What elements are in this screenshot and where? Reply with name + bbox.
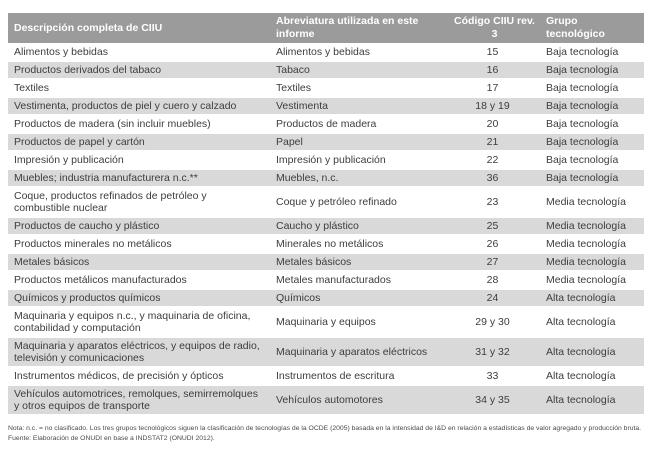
- col-header-descripcion-completa: Descripción completa de CIIU: [8, 13, 270, 44]
- cell-desc: Productos derivados del tabaco: [8, 61, 270, 79]
- cell-abbr: Muebles, n.c.: [270, 169, 445, 187]
- table-row: [8, 44, 644, 62]
- cell-code: 16: [445, 61, 540, 79]
- cell-abbr: Textiles: [270, 79, 445, 97]
- table-row: [8, 253, 644, 271]
- cell-abbr: Maquinaria y aparatos eléctricos: [270, 337, 445, 367]
- cell-desc: Productos minerales no metálicos: [8, 235, 270, 253]
- cell-group: Baja tecnología: [540, 115, 644, 133]
- cell-abbr: Instrumentos de escritura: [270, 367, 445, 385]
- cell-desc: Maquinaria y aparatos eléctricos, y equipos de radio, televisión y comunicaciones: [8, 337, 270, 367]
- cell-group: Alta tecnología: [540, 289, 644, 307]
- table-row: [8, 307, 644, 337]
- cell-desc: Productos de madera (sin incluir muebles): [8, 115, 270, 133]
- table-row: [8, 385, 644, 415]
- cell-abbr: Minerales no metálicos: [270, 235, 445, 253]
- cell-code: 23: [445, 187, 540, 217]
- cell-group: Baja tecnología: [540, 44, 644, 62]
- table-row: [8, 337, 644, 367]
- cell-desc: Productos de caucho y plástico: [8, 217, 270, 235]
- cell-code: 36: [445, 169, 540, 187]
- table-row: [8, 115, 644, 133]
- cell-desc: Metales básicos: [8, 253, 270, 271]
- cell-abbr: Metales manufacturados: [270, 271, 445, 289]
- cell-desc: Coque, productos refinados de petróleo y combustible nuclear: [8, 187, 270, 217]
- col-header-grupo-tecnologico: Grupo tecnológico: [540, 13, 644, 44]
- header-row: [8, 13, 644, 44]
- cell-code: 27: [445, 253, 540, 271]
- cell-group: Baja tecnología: [540, 97, 644, 115]
- cell-abbr: Papel: [270, 133, 445, 151]
- cell-group: Baja tecnología: [540, 61, 644, 79]
- cell-abbr: Productos de madera: [270, 115, 445, 133]
- cell-group: Media tecnología: [540, 235, 644, 253]
- table-body: [8, 44, 644, 416]
- cell-code: 22: [445, 151, 540, 169]
- cell-code: 20: [445, 115, 540, 133]
- cell-group: Alta tecnología: [540, 307, 644, 337]
- cell-abbr: Coque y petróleo refinado: [270, 187, 445, 217]
- note-text: Nota: n.c. = no clasificado. Los tres grupos tecnológicos siguen la clasificación de tecnologías de la OCDE (2005) basada en la intensidad de I&D en relación a estadísticas de valor agregado y producción bruta.: [8, 425, 642, 432]
- cell-desc: Instrumentos médicos, de precisión y ópticos: [8, 367, 270, 385]
- cell-abbr: Impresión y publicación: [270, 151, 445, 169]
- cell-group: Baja tecnología: [540, 79, 644, 97]
- cell-abbr: Tabaco: [270, 61, 445, 79]
- table-row: [8, 97, 644, 115]
- table-row: [8, 151, 644, 169]
- cell-desc: Productos de papel y cartón: [8, 133, 270, 151]
- table-row: [8, 367, 644, 385]
- cell-abbr: Químicos: [270, 289, 445, 307]
- cell-desc: Vestimenta, productos de piel y cuero y calzado: [8, 97, 270, 115]
- cell-code: 29 y 30: [445, 307, 540, 337]
- table-row: [8, 79, 644, 97]
- cell-code: 28: [445, 271, 540, 289]
- cell-abbr: Vehículos automotores: [270, 385, 445, 415]
- cell-code: 24: [445, 289, 540, 307]
- cell-group: Alta tecnología: [540, 337, 644, 367]
- table-row: [8, 235, 644, 253]
- ciiu-classification-table: [8, 13, 644, 416]
- cell-desc: Químicos y productos químicos: [8, 289, 270, 307]
- cell-abbr: Vestimenta: [270, 97, 445, 115]
- cell-group: Media tecnología: [540, 187, 644, 217]
- cell-abbr: Maquinaria y equipos: [270, 307, 445, 337]
- table-row: [8, 169, 644, 187]
- cell-code: 15: [445, 44, 540, 62]
- cell-group: Media tecnología: [540, 253, 644, 271]
- cell-code: 34 y 35: [445, 385, 540, 415]
- footnotes: [8, 424, 657, 444]
- cell-abbr: Caucho y plástico: [270, 217, 445, 235]
- cell-code: 17: [445, 79, 540, 97]
- cell-desc: Maquinaria y equipos n.c., y maquinaria de oficina, contabilidad y computación: [8, 307, 270, 337]
- cell-code: 31 y 32: [445, 337, 540, 367]
- cell-group: Media tecnología: [540, 271, 644, 289]
- cell-abbr: Metales básicos: [270, 253, 445, 271]
- cell-group: Media tecnología: [540, 217, 644, 235]
- cell-desc: Textiles: [8, 79, 270, 97]
- cell-code: 25: [445, 217, 540, 235]
- cell-group: Baja tecnología: [540, 169, 644, 187]
- cell-desc: Alimentos y bebidas: [8, 44, 270, 62]
- table-row: [8, 217, 644, 235]
- table-row: [8, 289, 644, 307]
- col-header-codigo-ciiu: Código CIIU rev. 3: [445, 13, 540, 44]
- cell-group: Alta tecnología: [540, 367, 644, 385]
- cell-desc: Vehículos automotrices, remolques, semirremolques y otros equipos de transporte: [8, 385, 270, 415]
- cell-group: Baja tecnología: [540, 151, 644, 169]
- table-row: [8, 271, 644, 289]
- cell-group: Alta tecnología: [540, 385, 644, 415]
- cell-desc: Muebles; industria manufacturera n.c.**: [8, 169, 270, 187]
- cell-code: 33: [445, 367, 540, 385]
- cell-code: 18 y 19: [445, 97, 540, 115]
- col-header-abreviatura: Abreviatura utilizada en este informe: [270, 13, 445, 44]
- table-row: [8, 61, 644, 79]
- cell-group: Baja tecnología: [540, 133, 644, 151]
- cell-code: 21: [445, 133, 540, 151]
- cell-desc: Impresión y publicación: [8, 151, 270, 169]
- cell-abbr: Alimentos y bebidas: [270, 44, 445, 62]
- cell-code: 26: [445, 235, 540, 253]
- table-row: [8, 133, 644, 151]
- cell-desc: Productos metálicos manufacturados: [8, 271, 270, 289]
- source-text: Fuente: Elaboración de ONUDI en base a INDSTAT2 (ONUDI 2012).: [8, 435, 215, 442]
- table-row: [8, 187, 644, 217]
